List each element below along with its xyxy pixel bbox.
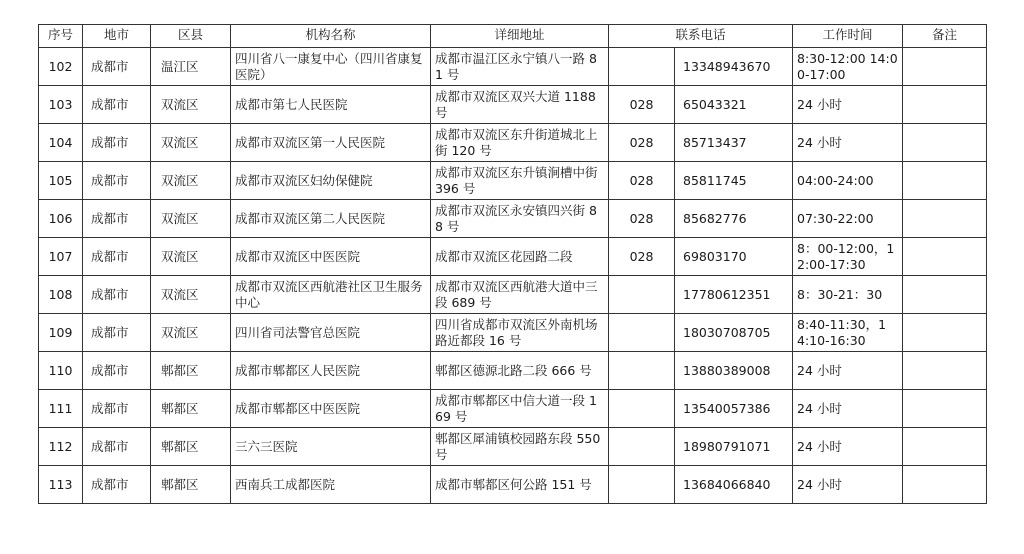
cell-area-code	[609, 352, 675, 390]
cell-address: 成都市郫都区何公路 151 号	[431, 466, 609, 504]
cell-seq: 110	[39, 352, 83, 390]
cell-phone: 13348943670	[675, 48, 793, 86]
cell-address: 郫都区德源北路二段 666 号	[431, 352, 609, 390]
table-row	[39, 48, 987, 86]
cell-institution: 成都市郫都区中医医院	[231, 390, 431, 428]
cell-area-code: 028	[609, 238, 675, 276]
cell-district: 双流区	[151, 314, 231, 352]
cell-city: 成都市	[83, 276, 151, 314]
cell-district: 双流区	[151, 162, 231, 200]
cell-notes	[903, 466, 987, 504]
cell-notes	[903, 352, 987, 390]
cell-area-code	[609, 390, 675, 428]
table-row	[39, 200, 987, 238]
table-row	[39, 466, 987, 504]
table-row	[39, 162, 987, 200]
cell-hours: 24 小时	[793, 428, 903, 466]
cell-hours: 24 小时	[793, 352, 903, 390]
hospital-table-container	[38, 24, 987, 504]
cell-area-code: 028	[609, 124, 675, 162]
cell-seq: 109	[39, 314, 83, 352]
cell-address: 成都市双流区双兴大道 1188 号	[431, 86, 609, 124]
cell-area-code: 028	[609, 200, 675, 238]
cell-city: 成都市	[83, 238, 151, 276]
cell-institution: 四川省司法警官总医院	[231, 314, 431, 352]
cell-notes	[903, 238, 987, 276]
cell-address: 成都市双流区西航港大道中三段 689 号	[431, 276, 609, 314]
cell-institution: 成都市郫都区人民医院	[231, 352, 431, 390]
cell-area-code	[609, 314, 675, 352]
hospital-table	[38, 24, 987, 504]
table-row	[39, 390, 987, 428]
cell-institution: 成都市双流区第二人民医院	[231, 200, 431, 238]
cell-seq: 105	[39, 162, 83, 200]
cell-address: 郫都区犀浦镇校园路东段 550 号	[431, 428, 609, 466]
cell-institution: 成都市双流区西航港社区卫生服务中心	[231, 276, 431, 314]
cell-seq: 112	[39, 428, 83, 466]
cell-city: 成都市	[83, 200, 151, 238]
cell-district: 郫都区	[151, 428, 231, 466]
cell-district: 郫都区	[151, 352, 231, 390]
cell-notes	[903, 48, 987, 86]
cell-city: 成都市	[83, 124, 151, 162]
header-district: 区县	[151, 25, 231, 48]
cell-notes	[903, 124, 987, 162]
cell-address: 成都市双流区东升街道城北上街 120 号	[431, 124, 609, 162]
table-row	[39, 124, 987, 162]
cell-institution: 成都市第七人民医院	[231, 86, 431, 124]
cell-notes	[903, 276, 987, 314]
cell-city: 成都市	[83, 314, 151, 352]
cell-hours: 8：00-12:00，12:00-17:30	[793, 238, 903, 276]
cell-hours: 24 小时	[793, 86, 903, 124]
cell-address: 四川省成都市双流区外南机场路近都段 16 号	[431, 314, 609, 352]
cell-district: 郫都区	[151, 390, 231, 428]
cell-hours: 8：30-21：30	[793, 276, 903, 314]
cell-phone: 18980791071	[675, 428, 793, 466]
cell-district: 双流区	[151, 276, 231, 314]
header-row	[39, 25, 987, 48]
cell-institution: 三六三医院	[231, 428, 431, 466]
cell-hours: 24 小时	[793, 124, 903, 162]
cell-seq: 102	[39, 48, 83, 86]
table-row	[39, 238, 987, 276]
cell-notes	[903, 390, 987, 428]
cell-hours: 07:30-22:00	[793, 200, 903, 238]
cell-phone: 17780612351	[675, 276, 793, 314]
cell-seq: 103	[39, 86, 83, 124]
cell-address: 成都市双流区花园路二段	[431, 238, 609, 276]
cell-city: 成都市	[83, 162, 151, 200]
cell-seq: 107	[39, 238, 83, 276]
cell-area-code	[609, 48, 675, 86]
table-row	[39, 314, 987, 352]
cell-phone: 85713437	[675, 124, 793, 162]
table-body	[39, 48, 987, 504]
cell-city: 成都市	[83, 86, 151, 124]
cell-institution: 西南兵工成都医院	[231, 466, 431, 504]
cell-phone: 13684066840	[675, 466, 793, 504]
cell-address: 成都市双流区东升镇涧槽中街 396 号	[431, 162, 609, 200]
cell-city: 成都市	[83, 466, 151, 504]
cell-district: 双流区	[151, 238, 231, 276]
cell-hours: 04:00-24:00	[793, 162, 903, 200]
cell-notes	[903, 86, 987, 124]
cell-institution: 四川省八一康复中心（四川省康复医院）	[231, 48, 431, 86]
cell-area-code: 028	[609, 162, 675, 200]
cell-institution: 成都市双流区妇幼保健院	[231, 162, 431, 200]
cell-district: 双流区	[151, 86, 231, 124]
cell-phone: 13880389008	[675, 352, 793, 390]
cell-hours: 24 小时	[793, 390, 903, 428]
table-row	[39, 428, 987, 466]
cell-area-code	[609, 428, 675, 466]
cell-district: 双流区	[151, 124, 231, 162]
cell-phone: 85682776	[675, 200, 793, 238]
cell-phone: 65043321	[675, 86, 793, 124]
cell-area-code	[609, 466, 675, 504]
cell-hours: 8:30-12:00 14:00-17:00	[793, 48, 903, 86]
cell-notes	[903, 200, 987, 238]
cell-seq: 104	[39, 124, 83, 162]
header-address: 详细地址	[431, 25, 609, 48]
cell-phone: 85811745	[675, 162, 793, 200]
cell-notes	[903, 428, 987, 466]
header-institution: 机构名称	[231, 25, 431, 48]
header-phone: 联系电话	[609, 25, 793, 48]
cell-notes	[903, 314, 987, 352]
cell-institution: 成都市双流区第一人民医院	[231, 124, 431, 162]
cell-phone: 69803170	[675, 238, 793, 276]
cell-address: 成都市温江区永宁镇八一路 81 号	[431, 48, 609, 86]
cell-district: 郫都区	[151, 466, 231, 504]
cell-seq: 108	[39, 276, 83, 314]
cell-phone: 13540057386	[675, 390, 793, 428]
cell-hours: 24 小时	[793, 466, 903, 504]
cell-city: 成都市	[83, 390, 151, 428]
cell-seq: 113	[39, 466, 83, 504]
cell-address: 成都市郫都区中信大道一段 169 号	[431, 390, 609, 428]
cell-area-code: 028	[609, 86, 675, 124]
cell-institution: 成都市双流区中医医院	[231, 238, 431, 276]
header-hours: 工作时间	[793, 25, 903, 48]
cell-area-code	[609, 276, 675, 314]
cell-city: 成都市	[83, 352, 151, 390]
table-row	[39, 276, 987, 314]
cell-seq: 106	[39, 200, 83, 238]
cell-phone: 18030708705	[675, 314, 793, 352]
table-row	[39, 352, 987, 390]
cell-city: 成都市	[83, 428, 151, 466]
cell-seq: 111	[39, 390, 83, 428]
table-row	[39, 86, 987, 124]
cell-hours: 8:40-11:30，14:10-16:30	[793, 314, 903, 352]
cell-district: 双流区	[151, 200, 231, 238]
cell-city: 成都市	[83, 48, 151, 86]
cell-notes	[903, 162, 987, 200]
cell-district: 温江区	[151, 48, 231, 86]
header-city: 地市	[83, 25, 151, 48]
header-seq: 序号	[39, 25, 83, 48]
header-notes: 备注	[903, 25, 987, 48]
cell-address: 成都市双流区永安镇四兴街 88 号	[431, 200, 609, 238]
